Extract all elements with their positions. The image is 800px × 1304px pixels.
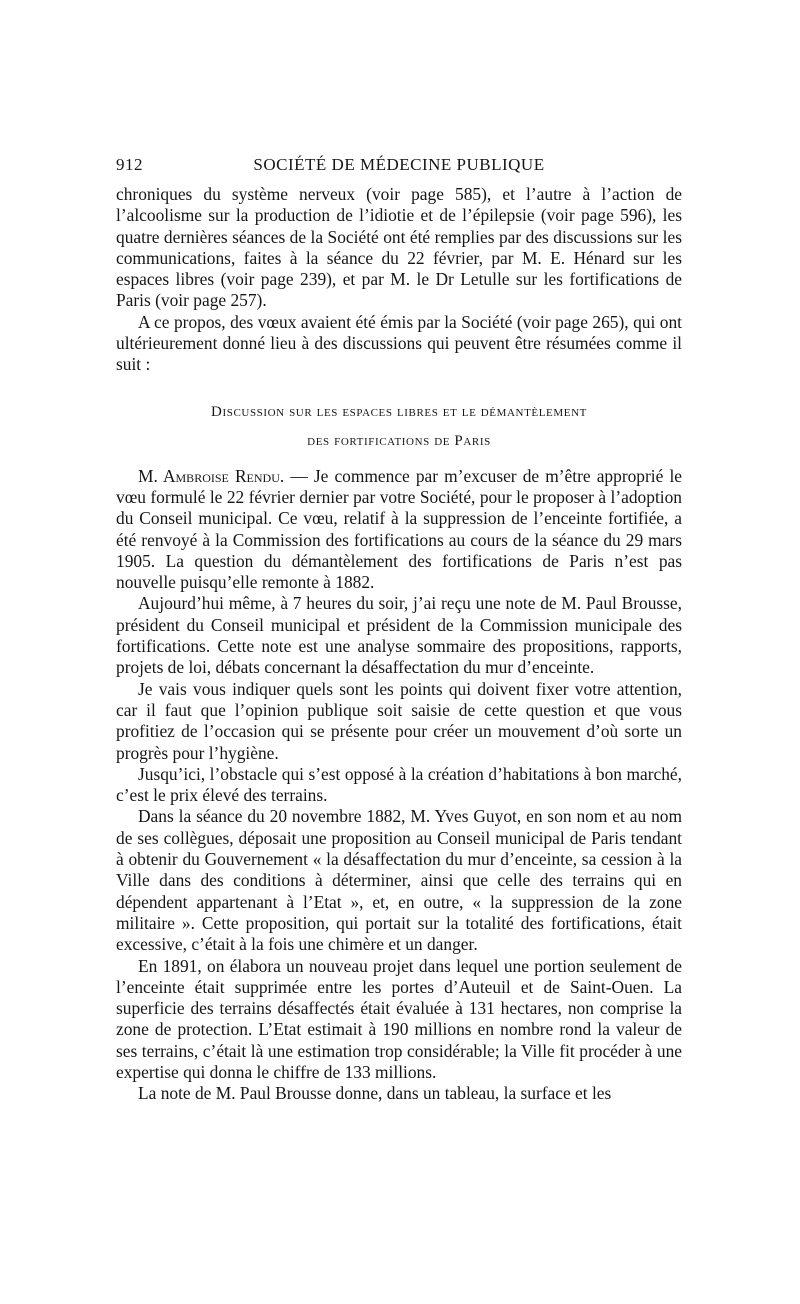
paragraph: Jusqu’ici, l’obstacle qui s’est opposé à la création d’habitations à bon marché, c’est le prix élevé des terrains. [116, 763, 682, 806]
speaker-text: — Je commence par m’excuser de m’être approprié le vœu formulé le 22 février dernier par votre Société, pour le proposer à l’adoption du Conseil municipal. Ce vœu, relatif à la suppression de l’enceinte fortifiée, a été renvoyé à la Commission des fortifications au cours de la séance du 29 mars 1905. La question du démantèlement des fortifications de Paris n’est pas nouvelle puisqu’elle remonte à 1882. [116, 465, 682, 593]
paragraph-continued: chroniques du système nerveux (voir page 585), et l’autre à l’action de l’alcoolisme sur la production de l’idiotie et de l’épilepsie (voir page 596), les quatre dernières séances de la Société ont été remplies par des discussions sur les communications, faites à la séance du 22 février, par M. E. Hénard sur les espaces libres (voir page 239), et par M. le Dr Letulle sur les fortifications de Paris (voir page 257). [116, 184, 682, 311]
running-title: SOCIÉTÉ DE MÉDECINE PUBLIQUE [253, 155, 545, 174]
paragraph: Je vais vous indiquer quels sont les points qui doivent fixer votre attention, car il faut que l’opinion publique soit saisie de cette question et que vous profitiez de l’occasion qui se présente pour créer un mouvement d’où sorte un progrès pour l’hygiène. [116, 678, 682, 763]
paragraph: Aujourd’hui même, à 7 heures du soir, j’ai reçu une note de M. Paul Brousse, président du Conseil municipal et président de la Commission municipale des fortifications. Cette note est une analyse sommaire des propositions, rapports, projets de loi, débats concernant la désaffectation du mur d’enceinte. [116, 593, 682, 678]
speaker-name: M. Ambroise Rendu. [138, 465, 285, 486]
section-heading-line-1: Discussion sur les espaces libres et le démantèlement [211, 403, 587, 420]
section-heading-line-2: des fortifications de Paris [307, 432, 491, 449]
paragraph: A ce propos, des vœux avaient été émis par la Société (voir page 265), qui ont ultérieurement donné lieu à des discussions qui peuvent être résumées comme il suit : [116, 311, 682, 375]
page-number: 912 [116, 155, 143, 174]
running-header [116, 155, 682, 179]
paragraph: En 1891, on élabora un nouveau projet dans lequel une portion seulement de l’enceinte était supprimée entre les portes d’Auteuil et de Saint-Ouen. La superficie des terrains désaffectés était évaluée à 131 hectares, non comprise la zone de protection. L’Etat estimait à 190 millions en nombre rond la valeur de ses terrains, c’était là une estimation trop considérable; la Ville fit procéder à une expertise qui donna le chiffre de 133 millions. [116, 955, 682, 1082]
paragraph: Dans la séance du 20 novembre 1882, M. Yves Guyot, en son nom et au nom de ses collègues, déposait une proposition au Conseil municipal de Paris tendant à obtenir du Gouvernement « la désaffectation du mur d’enceinte, sa cession à la Ville dans des conditions à déterminer, ainsi que celle des terrains qui en dépendent appartenant à l’Etat », et, en outre, « la suppression de la zone militaire ». Cette proposition, qui portait sur la totalité des fortifications, était excessive, c’était à la fois une chimère et un danger. [116, 806, 682, 955]
paragraph-speaker [116, 466, 682, 594]
paragraph: La note de M. Paul Brousse donne, dans un tableau, la surface et les [138, 1083, 612, 1104]
body-text [116, 184, 682, 1105]
